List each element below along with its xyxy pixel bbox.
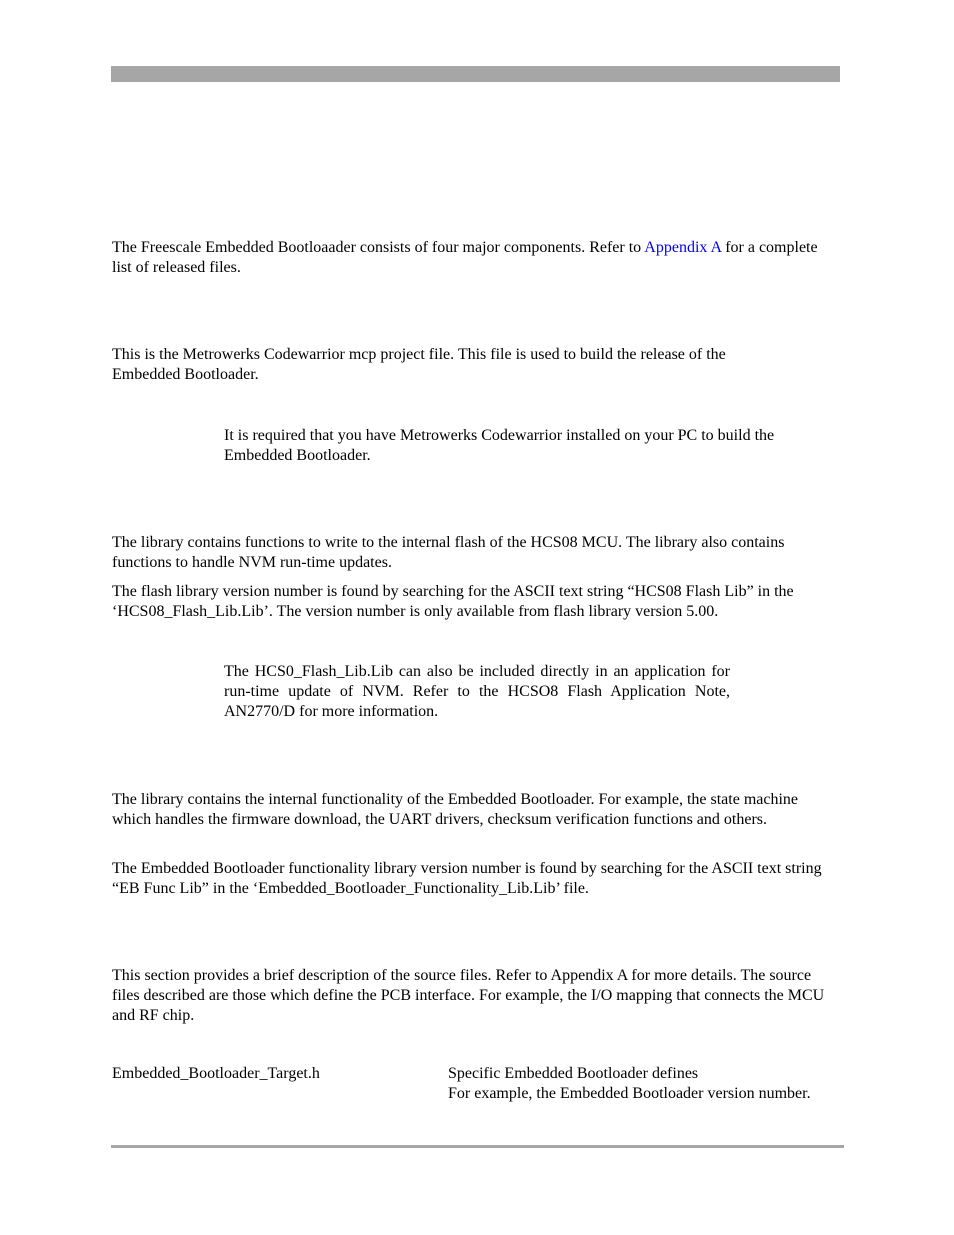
intro-paragraph: The Freescale Embedded Bootloaader consists of four major components. Refer to Appendix A for a complete list of released files. xyxy=(112,239,818,276)
source-file-description: Specific Embedded Bootloader defines For example, the Embedded Bootloader version number. xyxy=(448,1065,811,1102)
footer-rule xyxy=(111,1145,844,1148)
source-file-name: Embedded_Bootloader_Target.h xyxy=(112,1065,320,1082)
source-files-paragraph: This section provides a brief description of the source files. Refer to Appendix A for more details. The source files described are those which define the PCB interface. For example, the I/O mapping that connects the MCU and RF chip. xyxy=(112,967,825,1024)
project-file-paragraph: This is the Metrowerks Codewarrior mcp project file. This file is used to build the release of the Embedded Bootloader. xyxy=(112,346,726,383)
func-lib-paragraph-1: The library contains the internal functionality of the Embedded Bootloader. For example, the state machine which handles the firmware download, the UART drivers, checksum verification functions and others. xyxy=(112,791,799,828)
flash-lib-paragraph-1: The library contains functions to write to the internal flash of the HCS08 MCU. The library also contains functions to handle NVM run-time updates. xyxy=(112,534,785,571)
appendix-a-link[interactable]: Appendix A xyxy=(644,239,722,256)
func-lib-paragraph-2: The Embedded Bootloader functionality library version number is found by searching for the ASCII text string “EB Func Lib” in the ‘Embedded_Bootloader_Functionality_Lib.Lib’ file. xyxy=(112,860,822,897)
project-file-note: It is required that you have Metrowerks Codewarrior installed on your PC to build the Embedded Bootloader. xyxy=(224,427,775,464)
flash-lib-paragraph-2: The flash library version number is found by searching for the ASCII text string “HCS08 Flash Lib” in the ‘HCS08_Flash_Lib.Lib’. The version number is only available from flash library version 5.00. xyxy=(112,583,794,620)
flash-lib-note: The HCS0_Flash_Lib.Lib can also be included directly in an application for run-time update of NVM. Refer to the HCSO8 Flash Application Note, AN2770/D for more information. xyxy=(224,663,730,720)
header-bar xyxy=(111,66,840,82)
